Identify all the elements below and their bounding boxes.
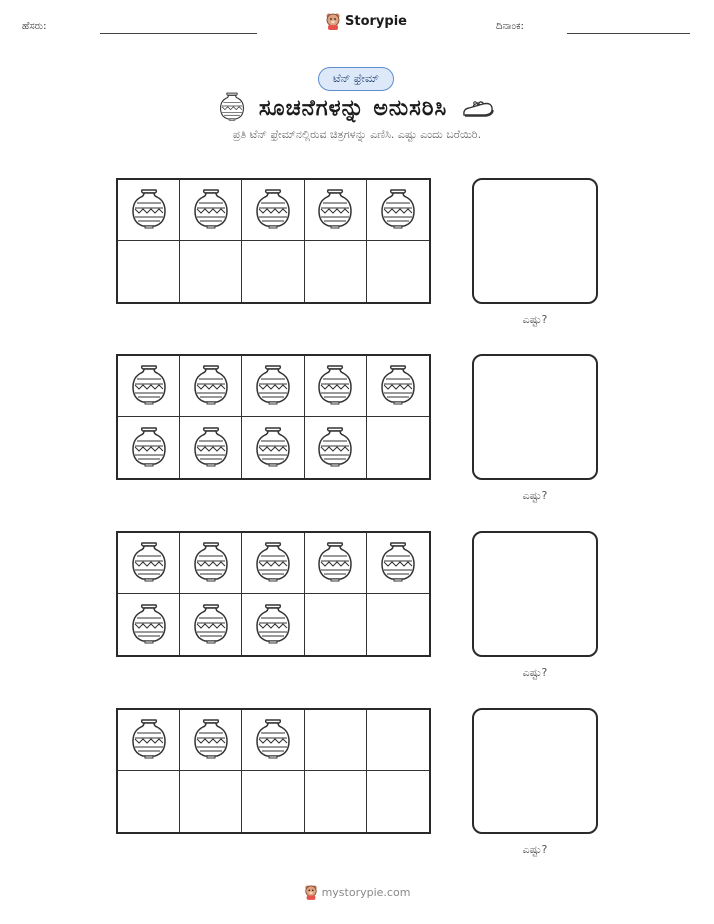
pot-icon [193, 425, 229, 471]
ten-frame-cell [305, 180, 367, 241]
ten-frame-cell [242, 710, 304, 771]
ten-frame-cell [118, 417, 180, 478]
ten-frame-cell [180, 356, 242, 417]
how-many-label: ಎಷ್ಟು? [522, 313, 548, 326]
pot-icon [255, 540, 291, 586]
ten-frame-cell [242, 356, 304, 417]
date-line[interactable] [567, 33, 690, 34]
pot-icon [255, 717, 291, 763]
pot-icon [131, 425, 167, 471]
how-many-label: ಎಷ್ಟು? [522, 489, 548, 502]
pot-icon [193, 602, 229, 648]
badge-label: ಟೆನ್ ಫ್ರೇಮ್ [333, 72, 379, 85]
ten-frame-cell [367, 771, 429, 832]
bear-logo-icon [304, 884, 318, 900]
ten-frame-cell [180, 241, 242, 302]
ten-frame-cell [367, 241, 429, 302]
ten-frame-cell [242, 533, 304, 594]
pot-icon [219, 91, 245, 125]
pot-icon [380, 540, 416, 586]
pot-icon [317, 425, 353, 471]
title-row [0, 91, 714, 125]
pot-icon [317, 187, 353, 233]
pot-icon [131, 717, 167, 763]
ten-frame [116, 178, 431, 304]
ten-frame-cell [180, 771, 242, 832]
brand-name: Storypie [345, 13, 407, 29]
pot-icon [317, 363, 353, 409]
how-many-label: ಎಷ್ಟು? [522, 666, 548, 679]
ten-frame-cell [242, 241, 304, 302]
ten-frame-cell [367, 417, 429, 478]
pot-icon [193, 717, 229, 763]
pot-icon [317, 540, 353, 586]
ten-frame-cell [305, 710, 367, 771]
bear-logo-icon [325, 12, 341, 30]
ten-frame-cell [118, 710, 180, 771]
ten-frame-cell [118, 180, 180, 241]
ten-frame-cell [305, 241, 367, 302]
answer-box[interactable] [472, 354, 598, 480]
ten-frame-cell [180, 710, 242, 771]
ten-frame-cell [180, 594, 242, 655]
pot-icon [193, 540, 229, 586]
ten-frame-cell [118, 533, 180, 594]
ten-frame [116, 531, 431, 657]
name-label: ಹೆಸರು: [22, 21, 47, 32]
answer-box[interactable] [472, 708, 598, 834]
pot-icon [131, 363, 167, 409]
ten-frame-cell [367, 710, 429, 771]
pot-icon [193, 363, 229, 409]
ten-frame-cell [118, 771, 180, 832]
ten-frame-cell [305, 533, 367, 594]
ten-frame-cell [367, 180, 429, 241]
footer-url: mystorypie.com [321, 885, 411, 899]
pot-icon [131, 602, 167, 648]
pot-icon [380, 187, 416, 233]
sandal-icon [461, 95, 495, 121]
instructions: ಪ್ರತಿ ಟೆನ್ ಫ್ರೇಮ್‌ನಲ್ಲಿರುವ ಚಿತ್ರಗಳನ್ನು ಎಣಿಸಿ. ಎಷ್ಟು ಎಂದು ಬರೆಯಿರಿ. [232, 128, 482, 141]
ten-frame-cell [242, 771, 304, 832]
page-title: ಸೂಚನೆಗಳನ್ನು ಅನುಸರಿಸಿ [258, 95, 448, 121]
pot-icon [255, 602, 291, 648]
ten-frame-cell [180, 417, 242, 478]
ten-frame-cell [242, 180, 304, 241]
ten-frame-cell [367, 594, 429, 655]
ten-frame-cell [305, 594, 367, 655]
pot-icon [193, 187, 229, 233]
pot-icon [131, 187, 167, 233]
ten-frame-cell [305, 771, 367, 832]
ten-frame-cell [367, 356, 429, 417]
answer-box[interactable] [472, 531, 598, 657]
worksheet-type-badge [318, 67, 394, 91]
ten-frame-cell [180, 180, 242, 241]
pot-icon [255, 363, 291, 409]
ten-frame-cell [118, 241, 180, 302]
name-line[interactable] [100, 33, 257, 34]
pot-icon [255, 187, 291, 233]
ten-frame-cell [180, 533, 242, 594]
how-many-label: ಎಷ್ಟು? [522, 843, 548, 856]
ten-frame-cell [242, 594, 304, 655]
brand [325, 12, 407, 30]
answer-box[interactable] [472, 178, 598, 304]
ten-frame-cell [242, 417, 304, 478]
ten-frame [116, 708, 431, 834]
ten-frame-cell [305, 356, 367, 417]
ten-frame-cell [118, 594, 180, 655]
ten-frame-cell [305, 417, 367, 478]
pot-icon [380, 363, 416, 409]
pot-icon [131, 540, 167, 586]
date-label: ದಿನಾಂಕ: [496, 21, 524, 32]
ten-frame-cell [118, 356, 180, 417]
footer [0, 884, 714, 900]
pot-icon [255, 425, 291, 471]
ten-frame [116, 354, 431, 480]
ten-frame-cell [367, 533, 429, 594]
